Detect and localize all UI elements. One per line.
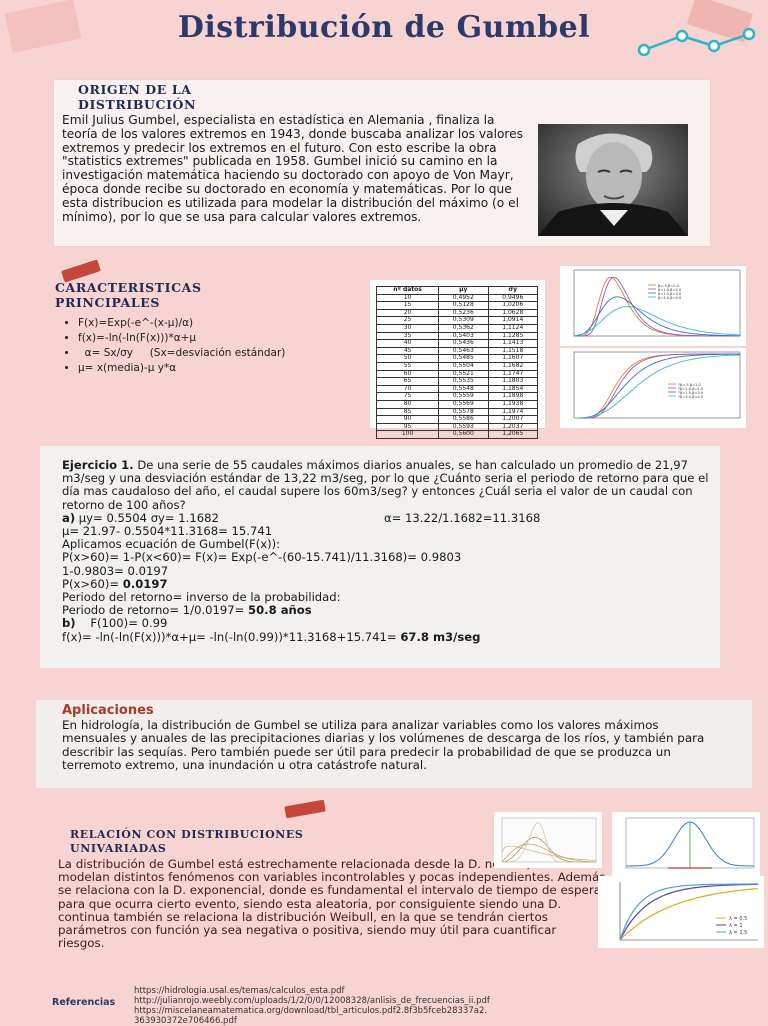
legend-label: β=1.0,β=2.0: [658, 288, 682, 292]
table-cell: 25: [377, 317, 439, 325]
table-cell: 0,5593: [439, 423, 488, 431]
table-cell: 1,2065: [488, 431, 537, 439]
table-cell: 70: [377, 385, 439, 393]
table-cell: 1,1285: [488, 332, 537, 340]
legend-label: λ = 1.5: [729, 930, 748, 936]
table-cell: 0,4952: [439, 294, 488, 302]
table-cell: 1,1974: [488, 408, 537, 416]
weibull-curve: [502, 837, 596, 862]
table-cell: 1,0206: [488, 302, 537, 310]
table-cell: 0,5504: [439, 362, 488, 370]
cdf-curve: [574, 354, 740, 418]
table-cell: 1,1124: [488, 324, 537, 332]
referencias-label: Referencias: [52, 997, 116, 1008]
table-cell: 0,5362: [439, 324, 488, 332]
ejercicio-block: [62, 459, 714, 644]
formula-item: • α= Sx/σy (Sx=desviación estándar): [78, 346, 378, 361]
table-cell: 90: [377, 416, 439, 424]
weibull-curve: [502, 823, 596, 862]
table-cell: 10: [377, 294, 439, 302]
table-cell: 1,1803: [488, 378, 537, 386]
formula-item: • µ= x(media)-µ y*α: [78, 361, 378, 376]
referencias-list: [134, 986, 624, 1026]
legend-label: ?β=1.5,β=3.0: [678, 391, 704, 395]
plot-frame: [502, 818, 596, 862]
table-cell: 1,2037: [488, 423, 537, 431]
legend-label: β=1.5,β=3.0: [658, 292, 682, 296]
table-row: [377, 431, 538, 439]
reference-link[interactable]: http://julianrojo.weebly.com/uploads/1/2/0/0/12008328/anlisis_de_frecuencias_ii.pdf: [134, 996, 490, 1006]
table-cell: 0,5128: [439, 302, 488, 310]
table-header: µy: [439, 287, 488, 295]
cdf-curve: [574, 354, 740, 418]
normal-distribution-plot: [612, 812, 760, 878]
table-row: [377, 400, 538, 408]
decor-brush-2: [284, 800, 325, 819]
reference-link[interactable]: https://miscelaneamatematica.org/download/tbl_articulos.pdf2.8f3b5fceb28337a2.: [134, 1006, 488, 1016]
table-cell: 20: [377, 309, 439, 317]
ejercicio-p60-line: P(x>60)= 0.0197: [62, 576, 168, 591]
table-cell: 1,1682: [488, 362, 537, 370]
table-cell: 0,5569: [439, 400, 488, 408]
ejercicio-periodo-line: Periodo del retorno= inverso de la probabilidad:: [62, 590, 341, 605]
table-cell: 80: [377, 400, 439, 408]
table-header: nº datos: [377, 287, 439, 295]
table-cell: 1,1938: [488, 400, 537, 408]
legend-label: β=.5,β=2.0: [658, 284, 679, 288]
legend-label: λ = 0.5: [729, 916, 748, 922]
table-cell: 35: [377, 332, 439, 340]
table-cell: 0,5578: [439, 408, 488, 416]
table-cell: 60: [377, 370, 439, 378]
table-cell: 50: [377, 355, 439, 363]
legend-label: ?β=1.0,β=2.0: [678, 387, 704, 391]
gumbel-portrait-photo: [538, 124, 688, 236]
legend-label: ?β=.5,β=2.0: [678, 383, 701, 387]
table-cell: 0,5535: [439, 378, 488, 386]
legend-label: β=3.0,β=4.0: [658, 296, 682, 300]
table-cell: 85: [377, 408, 439, 416]
ejercicio-mu-line: µ= 21.97- 0.5504*11.3168= 15.741: [62, 524, 273, 539]
table-header: σy: [488, 287, 537, 295]
ejercicio-fx-line: f(x)= -ln(-ln(F(x)))*α+µ= -ln(-ln(0.99))*11.3168+15.741= 67.8 m3/seg: [62, 629, 481, 644]
formula-item: • f(x)=-ln(-ln(F(x)))*α+µ: [78, 331, 378, 346]
table-cell: 0,5586: [439, 416, 488, 424]
table-cell: 0,5485: [439, 355, 488, 363]
ejercicio-b-line: b) F(100)= 0.99: [62, 616, 168, 631]
table-cell: 55: [377, 362, 439, 370]
table-row: [377, 362, 538, 370]
connector-decoration-icon: [634, 28, 762, 56]
table-cell: 1,0628: [488, 309, 537, 317]
ejercicio-p-line: P(x>60)= 1-P(x<60)= F(x)= Exp(-e^-(60-15.741)/11.3168)= 0.9803: [62, 550, 462, 565]
table-cell: 100: [377, 431, 439, 439]
table-header-row: [377, 287, 538, 295]
weibull-thumbnail-plot: [494, 812, 602, 868]
aplicaciones-heading: Aplicaciones: [62, 703, 154, 718]
legend-label: λ = 1: [729, 923, 743, 929]
aplicaciones-text: En hidrología, la distribución de Gumbel se utiliza para analizar variables como los valores máximos mensuales y anuales de las precipitaciones diarias y los volúmenes de descarga de los ríos, y también para describir las sequías. Pero también puede ser útil para predecir la probabilidad de que se produzca un terremoto extremo, una inundación u otra catástrofe natural.: [62, 718, 705, 773]
table-cell: 0,5548: [439, 385, 488, 393]
pdf-curve: [574, 277, 740, 336]
table-cell: 65: [377, 378, 439, 386]
table-cell: 0,5236: [439, 309, 488, 317]
table-cell: 0,5403: [439, 332, 488, 340]
legend-label: ?β=3.0,β=4.0: [678, 395, 704, 399]
table-cell: 0,5521: [439, 370, 488, 378]
table-cell: 1,1518: [488, 347, 537, 355]
table-cell: 75: [377, 393, 439, 401]
gumbel-cdf-plot: [560, 348, 746, 428]
ejercicio-intro: Ejercicio 1. De una serie de 55 caudales máximos diarios anuales, se han calculado un promedio de 21,97 m3/seg y una desviación estándar de 13,22 m3/seg, por lo que ¿Cuánto seria el periodo de retorno para que el día mas caudaloso del año, el caudal supere los 60m3/seg? y entonces ¿Cuál seria el valor de un caudal con retorno de 100 años?: [62, 458, 709, 512]
caracteristicas-heading: CARACTERISTICAS PRINCIPALES: [55, 280, 202, 310]
table-cell: 30: [377, 324, 439, 332]
table-row: [377, 324, 538, 332]
gumbel-pdf-plot: [560, 266, 746, 346]
table-cell: 0,5309: [439, 317, 488, 325]
cdf-curve: [574, 355, 740, 418]
gumbel-parameter-table: [376, 286, 538, 439]
table-cell: 45: [377, 347, 439, 355]
table-cell: 95: [377, 423, 439, 431]
formula-list: [62, 316, 378, 376]
formula-item: • F(x)=Exp(-e^-(x-µ)/α): [78, 316, 378, 331]
table-cell: 15: [377, 302, 439, 310]
table-cell: 0,5463: [439, 347, 488, 355]
plot-frame: [574, 270, 740, 336]
table-cell: 0,5559: [439, 393, 488, 401]
table-cell: 0,5436: [439, 340, 488, 348]
relacion-heading: RELACIÓN CON DISTRIBUCIONES UNIVARIADAS: [70, 828, 304, 855]
table-cell: 1,0914: [488, 317, 537, 325]
ejercicio-a-line: a) µy= 0.5504 σy= 1.1682 α= 13.22/1.1682=11.3168: [62, 510, 541, 525]
table-cell: 0,9496: [488, 294, 537, 302]
reference-link[interactable]: https://hidrologia.usal.es/temas/calculos_esta.pdf: [134, 986, 345, 996]
reference-link[interactable]: 363930372e706466.pdf: [134, 1016, 237, 1026]
table-cell: 1,1413: [488, 340, 537, 348]
table-cell: 1,1747: [488, 370, 537, 378]
cdf-curve: [574, 354, 740, 418]
origen-heading: ORIGEN DE LA DISTRIBUCIÓN: [78, 82, 197, 112]
table-cell: 1,1854: [488, 385, 537, 393]
ejercicio-diff-line: 1-0.9803= 0.0197: [62, 563, 169, 578]
table-cell: 1,1898: [488, 393, 537, 401]
origen-text: Emil Julius Gumbel, especialista en estadística en Alemania , finaliza la teoría de los valores extremos en 1943, donde buscaba analizar los valores extremos y predecir los extremos en el futuro. Con esto escribe la obra "statistics extremes" publicada en 1958. Gumbel inició su camino en la investigación matemática haciendo su doctorado con apoyo de Von Mayr, época donde recibe su doctorado en economía y matemáticas. Por lo que esta distribucion es utilizada para modelar la distribución del máximo (o el mínimo), por lo que se usa para calcular valores extremos.: [62, 113, 524, 224]
relacion-text: La distribución de Gumbel está estrechamente relacionada desde la D. normal, donde se modelan distintos fenómenos con variables incontrolables y pocas independientes. Además se relaciona con la D. exponencial, donde es fundamental el intervalo de tiempo de espera para que ocurra cierto evento, siendo esta aleatoria, por consiguiente siendo una D. continua también se relaciona la distribución Weibull, en la que se tendrán ciertos parámetros con función ya sea negativa o positiva, siendo muy útil para cuantificar riesgos.: [58, 857, 606, 951]
table-cell: 40: [377, 340, 439, 348]
exponential-cdf-plot: [598, 876, 764, 948]
table-cell: 1,1607: [488, 355, 537, 363]
table-cell: 0,5600: [439, 431, 488, 439]
gumbel-table-wrap: [370, 280, 545, 438]
pdf-curve: [574, 277, 740, 336]
page-title: Distribución de Gumbel: [177, 10, 591, 45]
ejercicio-apply-line: Aplicamos ecuación de Gumbel(F(x)):: [62, 537, 281, 552]
table-cell: 1,2007: [488, 416, 537, 424]
ejercicio-retorno-line: Periodo de retorno= 1/0.0197= 50.8 años: [62, 603, 312, 618]
